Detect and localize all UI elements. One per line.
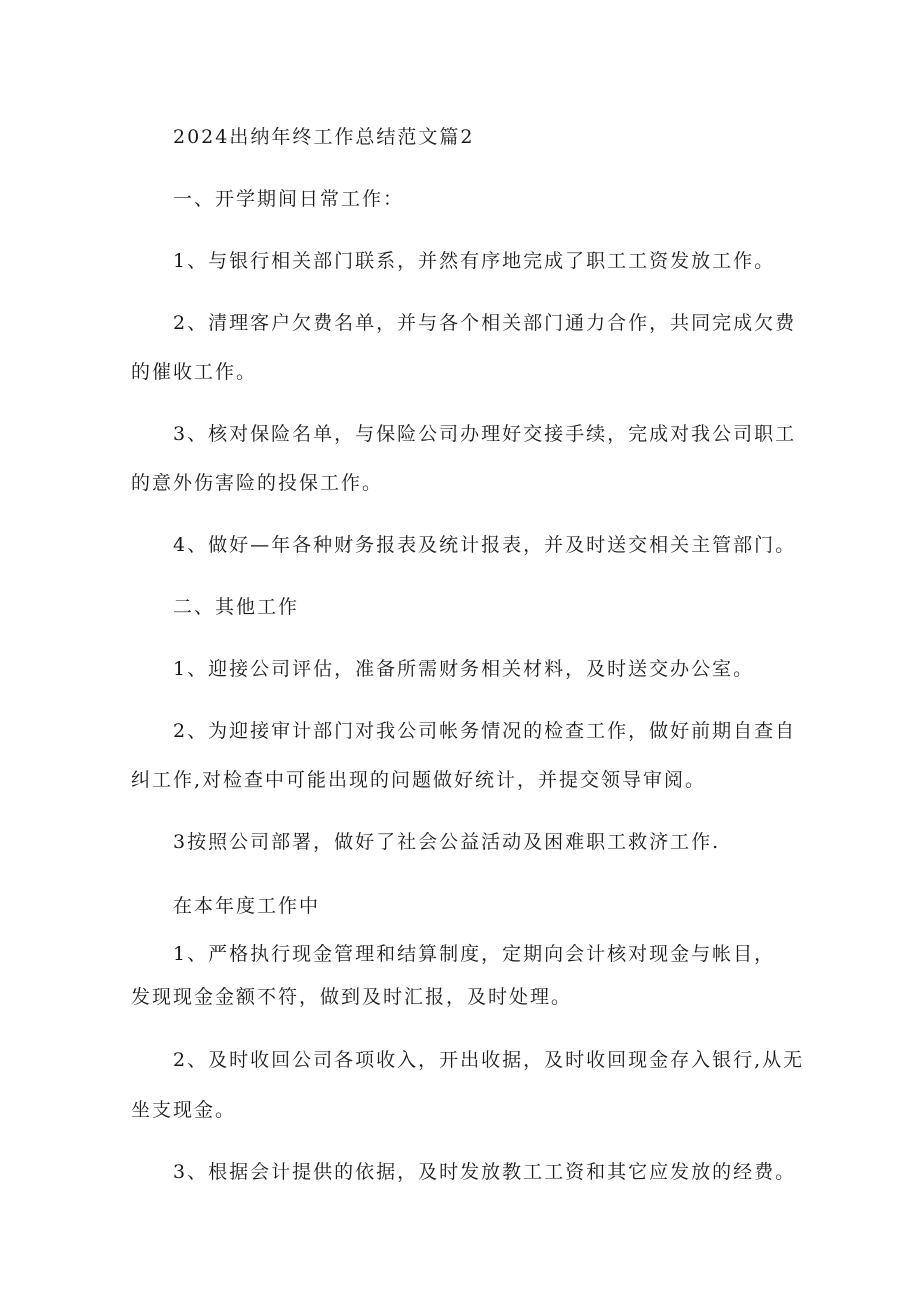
paragraph-evaluation: 1、迎接公司评估，准备所需财务相关材料，及时送交办公室。 xyxy=(173,658,755,680)
paragraph-cash-management-line-2: 发现现金金额不符，做到及时汇报，及时处理。 xyxy=(131,986,573,1008)
paragraph-arrears-line-2: 的催收工作。 xyxy=(131,361,258,383)
document-title: 2024出纳年终工作总结范文篇2 xyxy=(173,126,475,148)
paragraph-insurance-line-1: 3、核对保险名单，与保险公司办理好交接手续，完成对我公司职工 xyxy=(173,423,797,445)
paragraph-insurance-line-2: 的意外伤害险的投保工作。 xyxy=(131,472,384,494)
paragraph-public-welfare: 3按照公司部署，做好了社会公益活动及困难职工救济工作. xyxy=(173,831,721,853)
paragraph-income-collection-line-1: 2、及时收回公司各项收入，开出收据，及时收回现金存入银行,从无 xyxy=(173,1049,805,1071)
section-heading-daily-work: 一、开学期间日常工作： xyxy=(173,188,405,210)
paragraph-cash-management-line-1: 1、严格执行现金管理和结算制度，定期向会计核对现金与帐目， xyxy=(173,943,776,965)
paragraph-audit-line-2: 纠工作,对检查中可能出现的问题做好统计，并提交领导审阅。 xyxy=(131,769,707,791)
paragraph-financial-reports: 4、做好—年各种财务报表及统计报表，并及时送交相关主管部门。 xyxy=(173,534,797,556)
paragraph-audit-line-1: 2、为迎接审计部门对我公司帐务情况的检查工作，做好前期自查自 xyxy=(173,720,797,742)
paragraph-bank-contact: 1、与银行相关部门联系，并然有序地完成了职工工资发放工作。 xyxy=(173,250,776,272)
paragraph-income-collection-line-2: 坐支现金。 xyxy=(131,1099,237,1121)
section-heading-this-year: 在本年度工作中 xyxy=(173,895,321,917)
section-heading-other-work: 二、其他工作 xyxy=(173,596,300,618)
paragraph-arrears-line-1: 2、清理客户欠费名单，并与各个相关部门通力合作，共同完成欠费 xyxy=(173,312,797,334)
paragraph-salary-payment: 3、根据会计提供的依据，及时发放教工工资和其它应发放的经费。 xyxy=(173,1161,797,1183)
